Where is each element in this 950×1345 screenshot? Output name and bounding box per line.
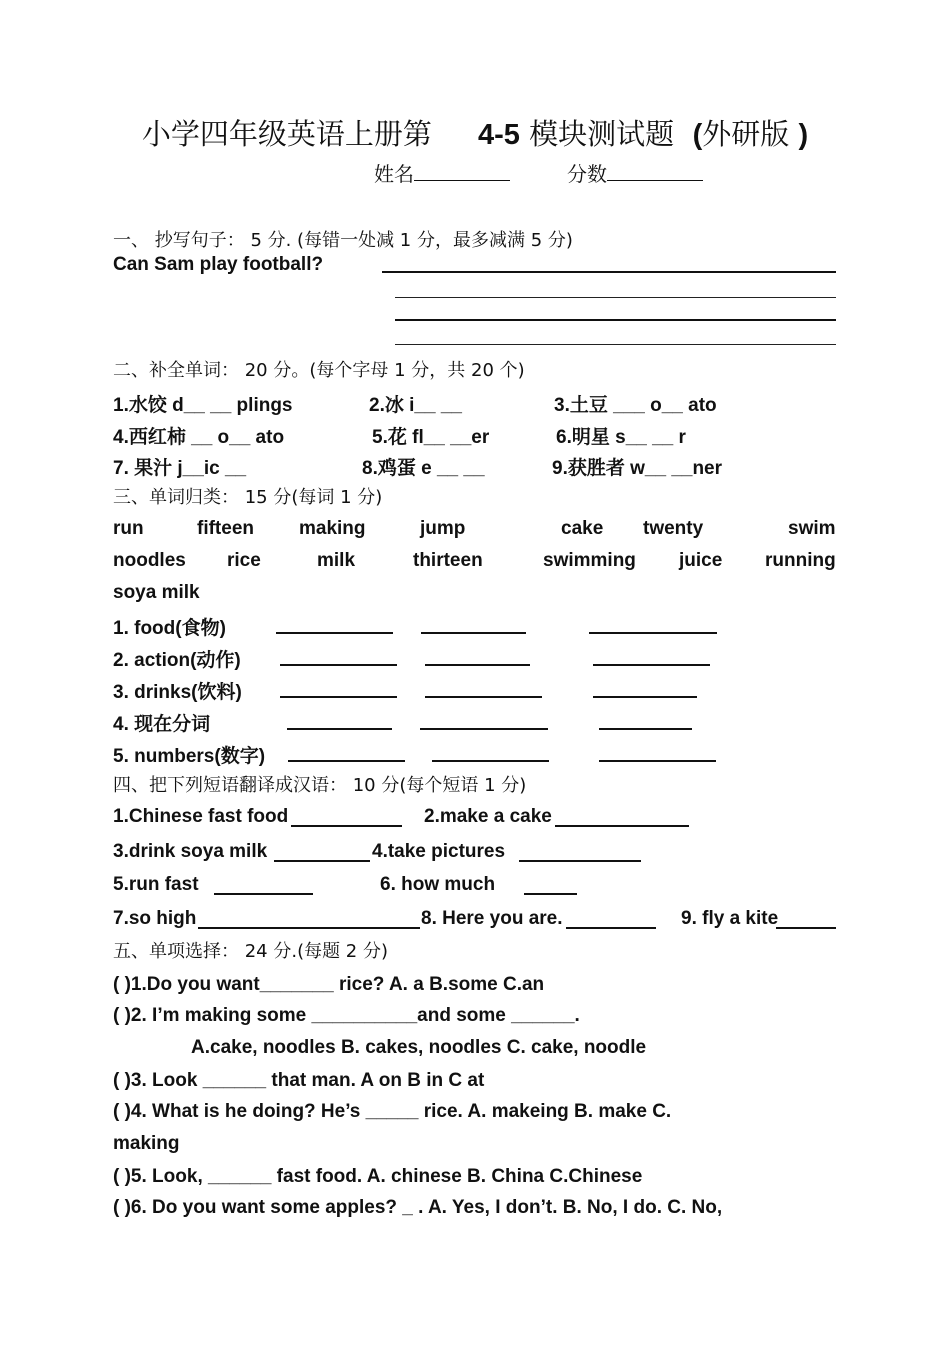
word-item[interactable]: 5.花 fl__ __er	[372, 427, 490, 448]
phrase-blank[interactable]	[566, 927, 656, 929]
word-bank-word: run	[113, 518, 144, 539]
category-blank[interactable]	[599, 760, 716, 762]
word-item[interactable]: 6.明星 s__ __ r	[556, 427, 686, 448]
section-1-heading: 一、 抄写句子： 5 分. (每错一处减 1 分，最多减满 5 分)	[113, 230, 573, 251]
word-bank-word: running	[765, 550, 836, 571]
category-blank[interactable]	[421, 632, 526, 634]
word-bank-word: cake	[561, 518, 604, 539]
page-title	[0, 112, 950, 153]
copy-line-2[interactable]	[395, 297, 836, 298]
word-item[interactable]: 4.西红柿 __ o__ ato	[113, 427, 285, 448]
category-blank[interactable]	[276, 632, 393, 634]
section-5-heading: 五、单项选择： 24 分.(每题 2 分)	[113, 941, 389, 962]
name-field[interactable]	[374, 158, 510, 187]
phrase-blank[interactable]	[291, 825, 402, 827]
word-bank-word: thirteen	[413, 550, 483, 571]
score-field[interactable]	[567, 158, 703, 187]
title-prefix: 小学四年级英语上册第	[141, 117, 432, 151]
title-paren-open: (	[692, 119, 703, 151]
phrase-item: 6. how much	[380, 874, 496, 895]
word-item[interactable]: 9.获胜者 w__ __ner	[552, 458, 723, 479]
word-bank-word: making	[299, 518, 366, 539]
section-4-heading: 四、把下列短语翻译成汉语： 10 分(每个短语 1 分)	[113, 775, 527, 796]
category-blank[interactable]	[432, 760, 549, 762]
category-blank[interactable]	[288, 760, 405, 762]
word-item[interactable]: 1.水饺 d__ __ plings	[113, 395, 293, 416]
question-line: ( )6. Do you want some apples? _ . A. Yes, I don’t. B. No, I do. C. No,	[113, 1197, 723, 1218]
title-paren-close: )	[798, 119, 809, 151]
category-blank[interactable]	[589, 632, 717, 634]
category-blank[interactable]	[280, 696, 397, 698]
copy-sentence: Can Sam play football?	[113, 254, 324, 275]
word-item[interactable]: 8.鸡蛋 e __ __	[362, 458, 485, 479]
phrase-item: 5.run fast	[113, 874, 199, 895]
phrase-item: 1.Chinese fast food	[113, 806, 289, 827]
category-label: 5. numbers(数字)	[113, 746, 266, 767]
name-label: 姓名	[374, 162, 414, 186]
category-blank[interactable]	[425, 664, 530, 666]
word-item[interactable]: 2.冰 i__ __	[369, 395, 462, 416]
section-3-heading: 三、单词归类： 15 分(每词 1 分)	[113, 487, 383, 508]
phrase-item: 4.take pictures	[372, 841, 506, 862]
question-line: ( )2. I’m making some __________and some ______.	[113, 1005, 580, 1026]
word-bank-word: fifteen	[197, 518, 254, 539]
category-label: 4. 现在分词	[113, 714, 211, 735]
phrase-blank[interactable]	[274, 860, 370, 862]
word-bank-word: swimming	[543, 550, 636, 571]
question-line: ( )5. Look, ______ fast food. A. chinese B. China C.Chinese	[113, 1166, 643, 1187]
question-options: A.cake, noodles B. cakes, noodles C. cake, noodle	[191, 1037, 647, 1058]
category-blank[interactable]	[425, 696, 542, 698]
category-blank[interactable]	[420, 728, 548, 730]
word-item[interactable]: 3.土豆 ___ o__ ato	[554, 395, 717, 416]
word-bank-word: swim	[788, 518, 836, 539]
section-2-heading: 二、补全单词： 20 分。(每个字母 1 分，共 20 个)	[113, 360, 525, 381]
phrase-blank[interactable]	[776, 927, 836, 929]
phrase-item: 8. Here you are.	[421, 908, 563, 929]
title-suffix: 模块测试题	[529, 117, 675, 151]
word-bank-word: jump	[420, 518, 466, 539]
phrase-blank[interactable]	[524, 893, 577, 895]
category-label: 3. drinks(饮料)	[113, 682, 242, 703]
category-blank[interactable]	[593, 696, 697, 698]
category-blank[interactable]	[593, 664, 710, 666]
word-bank-word: twenty	[643, 518, 704, 539]
category-blank[interactable]	[287, 728, 392, 730]
category-label: 1. food(食物)	[113, 618, 226, 639]
phrase-blank[interactable]	[555, 825, 689, 827]
word-bank-word: rice	[227, 550, 261, 571]
question-line: ( )1.Do you want_______ rice? A. a B.some C.an	[113, 974, 545, 995]
phrase-blank[interactable]	[198, 927, 420, 929]
phrase-item: 7.so high	[113, 908, 197, 929]
phrase-item: 9. fly a kite	[681, 908, 779, 929]
word-bank-word: soya milk	[113, 582, 200, 603]
phrase-item: 2.make a cake	[424, 806, 552, 827]
word-bank-word: milk	[317, 550, 356, 571]
score-blank[interactable]	[607, 162, 703, 181]
phrase-blank[interactable]	[519, 860, 641, 862]
copy-line-4[interactable]	[395, 344, 836, 345]
score-label: 分数	[567, 162, 607, 186]
title-module-number: 4-5	[477, 119, 520, 151]
word-item[interactable]: 7. 果汁 j__ic __	[113, 458, 247, 479]
copy-line-3[interactable]	[395, 319, 836, 321]
name-blank[interactable]	[414, 162, 510, 181]
category-label: 2. action(动作)	[113, 650, 241, 671]
category-blank[interactable]	[280, 664, 397, 666]
question-line: ( )3. Look ______ that man. A on B in C at	[113, 1070, 485, 1091]
phrase-item: 3.drink soya milk	[113, 841, 268, 862]
title-edition: 外研版	[702, 117, 790, 151]
category-blank[interactable]	[599, 728, 692, 730]
copy-line-1[interactable]	[382, 271, 836, 273]
word-bank-word: noodles	[113, 550, 186, 571]
word-bank-word: juice	[679, 550, 723, 571]
phrase-blank[interactable]	[214, 893, 313, 895]
question-line-continued: making	[113, 1133, 180, 1154]
question-line: ( )4. What is he doing? He’s _____ rice. A. makeing B. make C.	[113, 1101, 672, 1122]
